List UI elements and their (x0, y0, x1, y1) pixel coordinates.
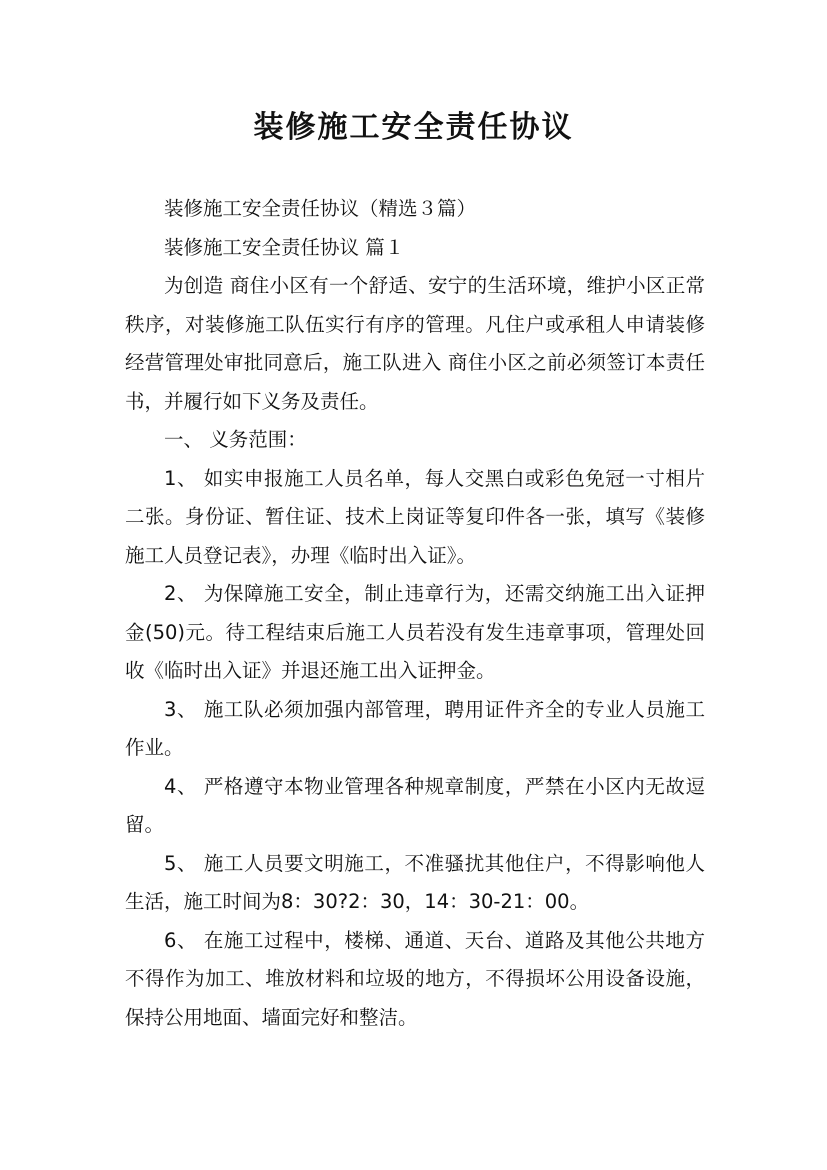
paragraph-subtitle: 装修施工安全责任协议（精选３篇） (164, 197, 477, 220)
paragraph-item-1: 1、 如实申报施工人员名单，每人交黑白或彩色免冠一寸相片二张。身份证、暂住证、技术上岗证等复印件各一张，填写《装修施工人员登记表》，办理《临时出入证》。 (125, 466, 705, 567)
paragraph-item-4: 4、 严格遵守本物业管理各种规章制度，严禁在小区内无故逗留。 (125, 774, 705, 836)
paragraph-item-6: 6、 在施工过程中，楼梯、通道、天台、道路及其他公共地方不得作为加工、堆放材料和垃圾的地方，不得损坏公用设备设施，保持公用地面、墙面完好和整洁。 (125, 928, 705, 1029)
paragraph-item-2: 2、 为保障施工安全，制止违章行为，还需交纳施工出入证押金(50)元。待工程结束后施工人员若没有发生违章事项，管理处回收《临时出入证》并退还施工出入证押金。 (125, 582, 705, 682)
paragraph-intro: 为创造 商住小区有一个舒适、安宁的生活环境，维护小区正常秩序，对装修施工队伍实行有序的管理。凡住户或承租人申请装修经营管理处审批同意后，施工队进入 商住小区之前必须签订本责任书，并履行如下义务及责任。 (125, 274, 705, 413)
paragraph-section-heading: 装修施工安全责任协议 篇１ (164, 235, 405, 259)
paragraph-obligations-heading: 一、 义务范围： (164, 428, 307, 451)
document-title: 装修施工安全责任协议 (253, 110, 574, 145)
document-body (125, 190, 705, 1037)
paragraph-item-5: 5、 施工人员要文明施工，不准骚扰其他住户，不得影响他人生活，施工时间为8：30?2：30，14：30-21：00。 (125, 851, 705, 913)
paragraph-item-3: 3、 施工队必须加强内部管理，聘用证件齐全的专业人员施工作业。 (125, 697, 705, 759)
